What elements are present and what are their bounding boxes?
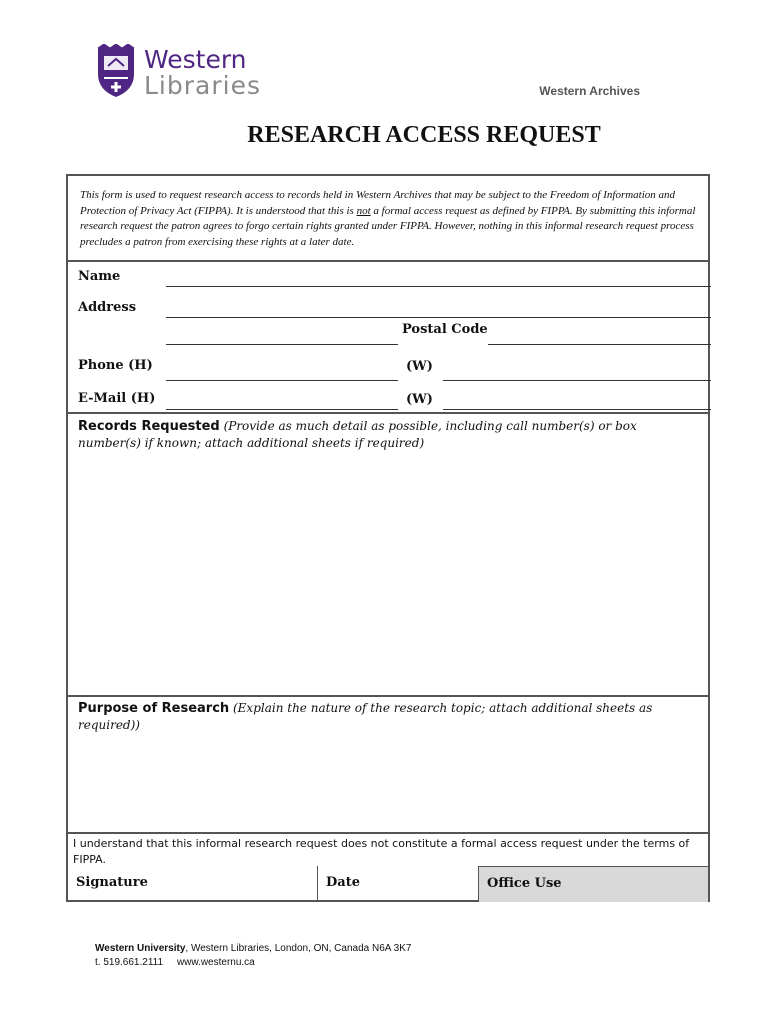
- purpose-title: Purpose of Research: [78, 701, 230, 716]
- footer: [95, 942, 411, 970]
- records-requested-section: [78, 418, 698, 452]
- signature-row: [68, 866, 708, 902]
- phone-home-field[interactable]: [166, 380, 398, 381]
- purpose-hint: (Explain the nature of the research topic; attach additional sheets as required)): [78, 701, 653, 732]
- phone-work-label: (W): [406, 359, 433, 374]
- address-label: Address: [78, 300, 137, 315]
- date-cell[interactable]: [318, 866, 478, 902]
- footer-phone: t. 519.661.2111: [95, 957, 164, 968]
- intro-text-1: This form is used to request research access to records held in Western Archives that may be subject to the Freedom of Information and Protection of Privacy Act (FIPPA). It is understood that this is: [80, 189, 676, 217]
- email-home-field[interactable]: [166, 409, 398, 410]
- footer-address-line: [95, 942, 411, 956]
- logo-text-western: Western: [144, 45, 247, 74]
- footer-address: , Western Libraries, London, ON, Canada N6A 3K7: [185, 943, 412, 954]
- office-use-cell: [478, 866, 708, 902]
- records-requested-title: Records Requested: [78, 419, 220, 434]
- divider: [68, 832, 708, 834]
- name-label: Name: [78, 269, 121, 284]
- records-requested-hint: (Provide as much detail as possible, including call number(s) or box number(s) if known; attach additional sheets if required): [78, 419, 637, 450]
- postal-code-label: Postal Code: [402, 322, 488, 337]
- phone-home-label: Phone (H): [78, 358, 153, 373]
- intro-emphasis: not: [356, 204, 371, 217]
- divider: [68, 695, 708, 697]
- email-work-label: (W): [406, 392, 433, 407]
- western-libraries-logo: [96, 44, 276, 104]
- department-label: Western Archives: [539, 84, 640, 98]
- email-work-field[interactable]: [443, 409, 711, 410]
- office-use-label: Office Use: [487, 876, 562, 891]
- footer-website-link[interactable]: www.westernu.ca: [176, 957, 255, 968]
- footer-org: Western University: [95, 943, 186, 954]
- email-home-label: E-Mail (H): [78, 391, 156, 406]
- purpose-textarea[interactable]: [72, 722, 704, 830]
- postal-code-field[interactable]: [488, 344, 711, 345]
- intro-text-2: a formal access request as defined by FIPPA. By submitting this informal research request the patron agrees to forgo certain rights granted under FIPPA. However, nothing in this informal research request process precludes a patron from exercising these rights at a later date.: [80, 204, 696, 248]
- address-field-line2[interactable]: [166, 344, 398, 345]
- signature-cell[interactable]: [68, 866, 318, 902]
- page-title: RESEARCH ACCESS REQUEST: [247, 122, 601, 148]
- acknowledgement-text: I understand that this informal research request does not constitute a formal access request under the terms of FIPPA.: [73, 837, 690, 866]
- phone-work-field[interactable]: [443, 380, 711, 381]
- request-form: [66, 174, 710, 902]
- logo-text-libraries: Libraries: [144, 71, 261, 100]
- date-label: Date: [326, 875, 360, 890]
- divider: [68, 260, 708, 262]
- divider: [68, 412, 708, 414]
- footer-contact-line: [95, 956, 411, 970]
- name-field[interactable]: [166, 286, 711, 287]
- address-field-line1[interactable]: [166, 317, 711, 318]
- signature-label: Signature: [76, 875, 148, 890]
- shield-crest-icon: [96, 44, 136, 98]
- intro-paragraph: [80, 188, 700, 250]
- records-requested-textarea[interactable]: [72, 456, 704, 692]
